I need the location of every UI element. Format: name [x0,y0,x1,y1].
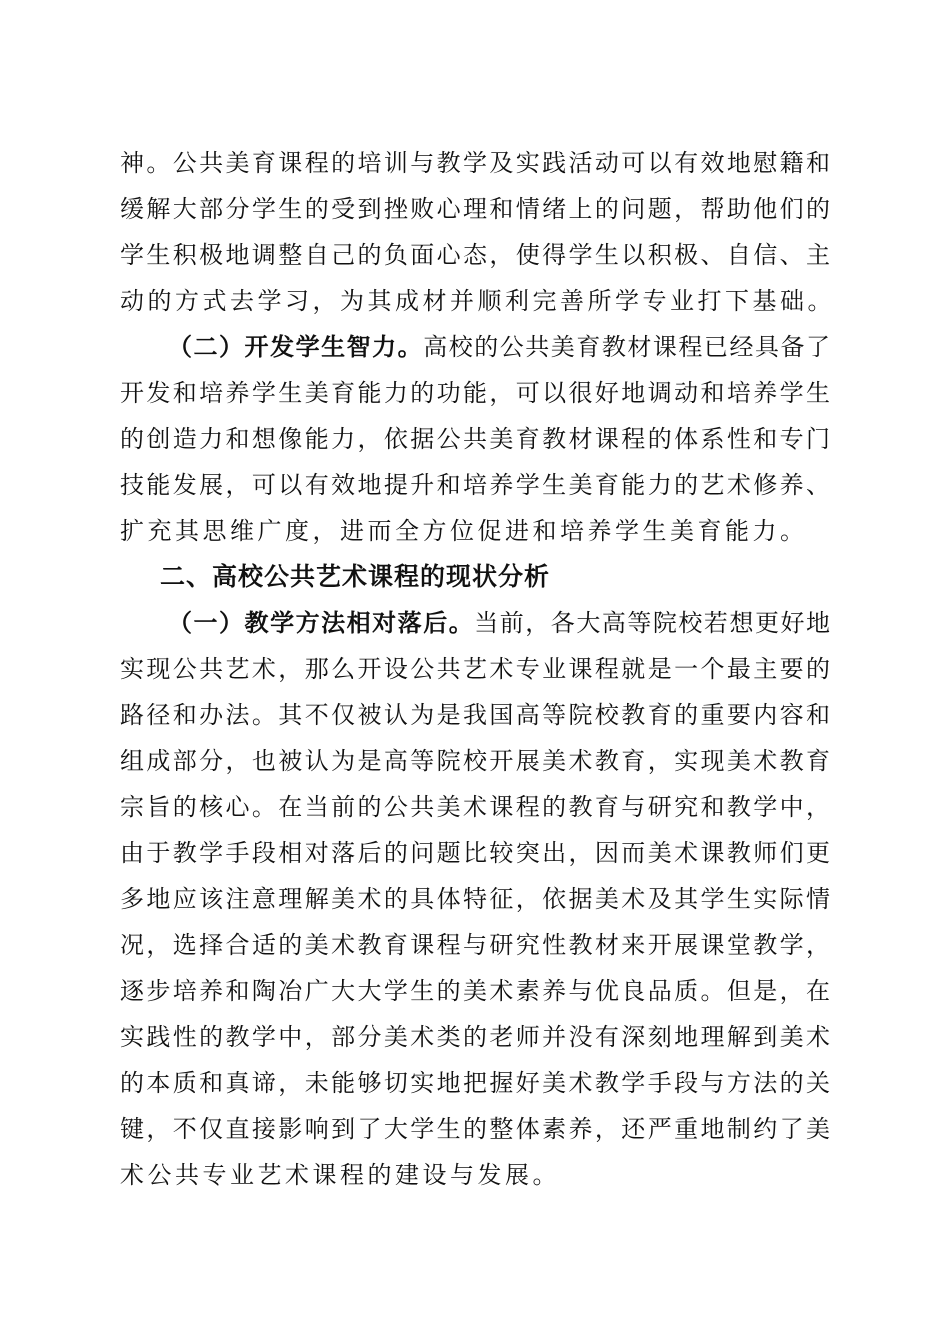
text-segment: 高校的公共美育教材课程已经具备了 [423,333,831,361]
text-line: 学生积极地调整自己的负面心态，使得学生以积极、自信、主 [120,241,830,269]
text-line: 键，不仅直接影响到了大学生的整体素养，还严重地制约了美 [120,1115,830,1143]
text-line: 实践性的教学中，部分美术类的老师并没有深刻地理解到美术 [120,1023,830,1051]
text-line: 神。公共美育课程的培训与教学及实践活动可以有效地慰籍和 [120,149,830,177]
text-line: 由于教学手段相对落后的问题比较突出，因而美术课教师们更 [120,839,830,867]
text-line: 的本质和真谛，未能够切实地把握好美术教学手段与方法的关 [120,1069,830,1097]
text-line: 的创造力和想像能力，依据公共美育教材课程的体系性和专门 [120,425,830,453]
text-line: 缓解大部分学生的受到挫败心理和情绪上的问题，帮助他们的 [120,195,830,223]
subheading-lead: （二）开发学生智力。 [168,333,424,361]
text-line: 况，选择合适的美术教育课程与研究性教材来开展课堂教学， [120,931,830,959]
text-line: 实现公共艺术，那么开设公共艺术专业课程就是一个最主要的 [120,655,830,683]
paragraph-develop-intelligence [120,324,830,554]
text-line: 动的方式去学习，为其成材并顺利完善所学专业打下基础。 [120,287,835,315]
text-line: 组成部分，也被认为是高等院校开展美术教育，实现美术教育 [120,747,830,775]
text-line: 路径和办法。其不仅被认为是我国高等院校教育的重要内容和 [120,701,830,729]
text-line: 宗旨的核心。在当前的公共美术课程的教育与研究和教学中， [120,793,830,821]
text-segment: 当前，各大高等院校若想更好地 [474,609,831,637]
paragraph-first-line [120,600,830,646]
section-heading: 二、高校公共艺术课程的现状分析 [160,562,551,591]
document-body [120,140,835,1198]
subheading-lead: （一）教学方法相对落后。 [168,609,475,637]
text-line: 开发和培养学生美育能力的功能，可以很好地调动和培养学生 [120,379,830,407]
text-line: 技能发展，可以有效地提升和培养学生美育能力的艺术修养、 [120,471,830,499]
paragraph-continuation [120,140,835,324]
text-line: 多地应该注意理解美术的具体特征，依据美术及其学生实际情 [120,885,830,913]
paragraph-teaching-methods [120,600,830,1198]
paragraph-first-line [120,324,830,370]
text-line: 扩充其思维广度，进而全方位促进和培养学生美育能力。 [120,517,808,545]
text-line: 术公共专业艺术课程的建设与发展。 [120,1161,560,1189]
text-line: 逐步培养和陶冶广大大学生的美术素养与优良品质。但是，在 [120,977,830,1005]
